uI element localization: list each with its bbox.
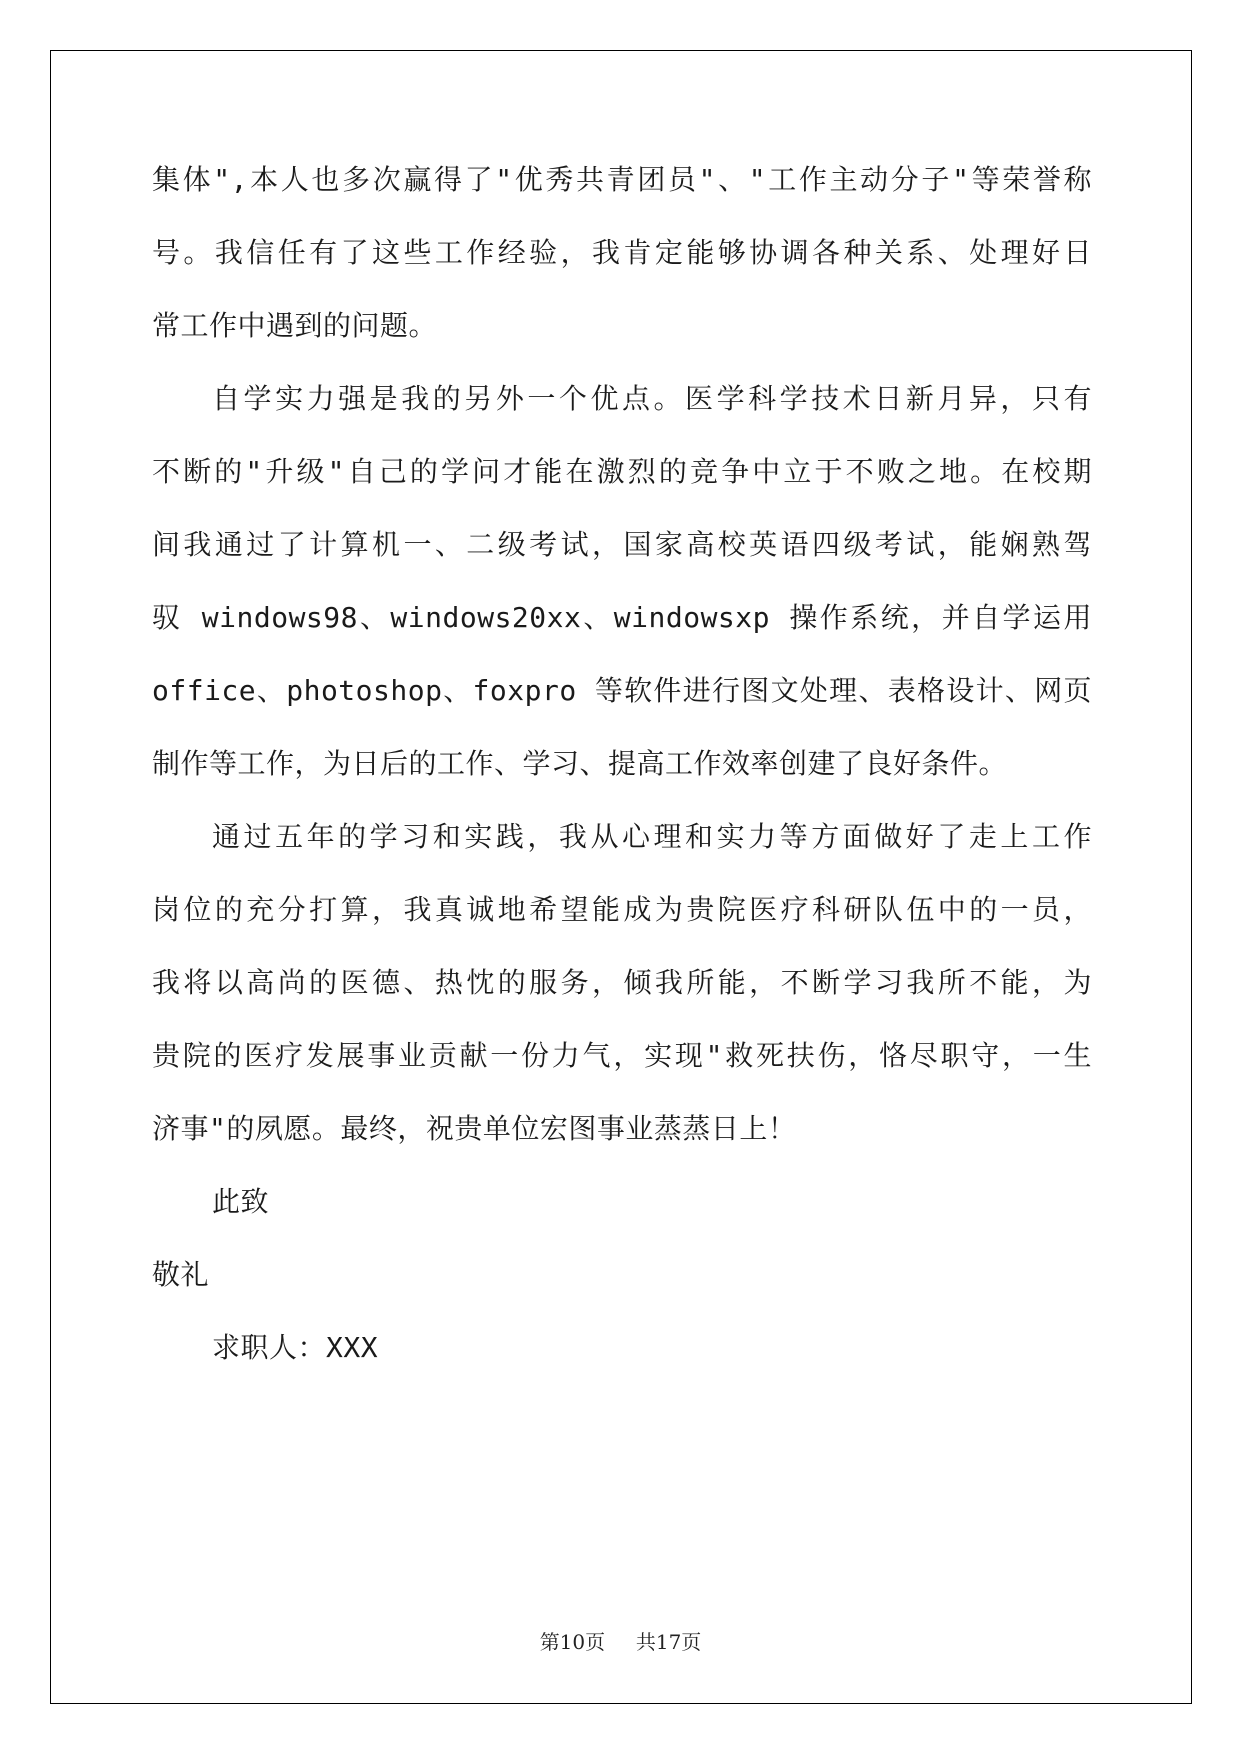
paragraph-2-line-5: office、photoshop、foxpro 等软件进行图文处理、表格设计、网页 — [152, 674, 1092, 707]
paragraph-3-line-1: 通过五年的学习和实践，我从心理和实力等方面做好了走上工作 — [212, 820, 1092, 853]
paragraph-2-line-4: 驭 windows98、windows20xx、windowsxp 操作系统，并自学运用 — [152, 601, 1092, 634]
paragraph-2-line-6: 制作等工作，为日后的工作、学习、提高工作效率创建了良好条件。 — [152, 747, 1008, 780]
body-line-1: 集体",本人也多次赢得了"优秀共青团员"、"工作主动分子"等荣誉称 — [152, 163, 1092, 196]
paragraph-3-line-2: 岗位的充分打算，我真诚地希望能成为贵院医疗科研队伍中的一员， — [152, 893, 1092, 926]
page-border — [50, 50, 1192, 1704]
page-number: 第10页 — [539, 1630, 606, 1654]
body-line-3: 常工作中遇到的问题。 — [152, 309, 438, 342]
paragraph-3-line-4: 贵院的医疗发展事业贡献一份力气，实现"救死扶伤，恪尽职守，一生 — [152, 1039, 1092, 1072]
page-total: 共17页 — [635, 1630, 702, 1654]
paragraph-2-line-3: 间我通过了计算机一、二级考试，国家高校英语四级考试，能娴熟驾 — [152, 528, 1092, 561]
paragraph-2-line-1: 自学实力强是我的另外一个优点。医学科学技术日新月异，只有 — [212, 382, 1092, 415]
applicant-signature: 求职人：XXX — [212, 1331, 379, 1364]
closing-regards: 敬礼 — [152, 1258, 210, 1291]
page-footer — [0, 1626, 1241, 1655]
paragraph-3-line-5: 济事"的夙愿。最终，祝贵单位宏图事业蒸蒸日上！ — [152, 1112, 797, 1145]
body-line-2: 号。我信任有了这些工作经验，我肯定能够协调各种关系、处理好日 — [152, 236, 1092, 269]
closing-salutation: 此致 — [212, 1185, 270, 1218]
paragraph-3-line-3: 我将以高尚的医德、热忱的服务，倾我所能，不断学习我所不能，为 — [152, 966, 1092, 999]
paragraph-2-line-2: 不断的"升级"自己的学问才能在激烈的竞争中立于不败之地。在校期 — [152, 455, 1092, 488]
